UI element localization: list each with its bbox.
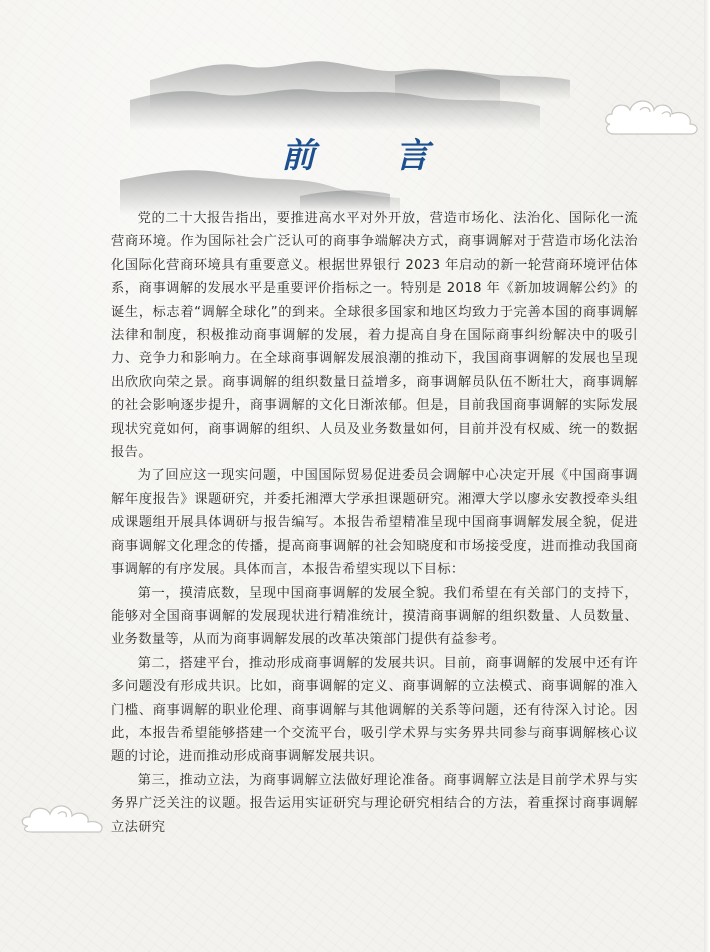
- page-title: 前 言: [281, 136, 463, 176]
- paragraph-3: 第一，摸清底数，呈现中国商事调解的发展全貌。我们希望在有关部门的支持下，能够对全国商事调解的发展现状进行精准统计，摸清商事调解的组织数量、人员数量、业务数量等，从而为商事调解发展的改革决策部门提供有益参考。: [111, 585, 638, 648]
- paragraph-1: 党的二十大报告指出，要推进高水平对外开放，营造市场化、法治化、国际化一流营商环境。作为国际社会广泛认可的商事争端解决方式，商事调解对于营造市场化法治化国际化营商环境具有重要意义。根据世界银行 2023 年启动的新一轮营商环境评估体系，商事调解的发展水平是重要评价指标之一。特别是 2018 年《新加坡调解公约》的诞生，标志着“调解全球化”的到来。全球很多国家和地区均致力于完善本国的商事调解法律和制度，积极推动商事调解的发展，着力提高自身在国际商事纠纷解决中的吸引力、竞争力和影响力。在全球商事调解发展浪潮的推动下，我国商事调解的发展也呈现出欣欣向荣之景。商事调解的组织数量日益增多，商事调解员队伍不断壮大，商事调解的社会影响逐步提升，商事调解的文化日渐浓郁。但是，目前我国商事调解的实际发展现状究竟如何，商事调解的组织、人员及业务数量如何，目前并没有权威、统一的数据报告。: [111, 211, 638, 461]
- paragraph-5: 第三，推动立法，为商事调解立法做好理论准备。商事调解立法是目前学术界与实务界广泛关注的议题。报告运用实证研究与理论研究相结合的方法，着重探讨商事调解立法研究: [111, 772, 638, 835]
- paragraph-4: 第二，搭建平台，推动形成商事调解的发展共识。目前，商事调解的发展中还有许多问题没有形成共识。比如，商事调解的定义、商事调解的立法模式、商事调解的准入门槛、商事调解的职业伦理、商事调解与其他调解的关系等问题，还有待深入讨论。因此，本报告希望能够搭建一个交流平台，吸引学术界与实务界共同参与商事调解核心议题的讨论，进而推动形成商事调解发展共识。: [111, 655, 638, 765]
- auspicious-cloud-icon-bottom: [14, 790, 124, 840]
- preface-body: [111, 207, 638, 839]
- paragraph-2: 为了回应这一现实问题，中国国际贸易促进委员会调解中心决定开展《中国商事调解年度报告》课题研究，并委托湘潭大学承担课题研究。湘潭大学以廖永安教授牵头组成课题组开展具体调研与报告编写。本报告希望精准呈现中国商事调解发展全貌，促进商事调解文化理念的传播，提高商事调解的社会知晓度和市场接受度，进而推动我国商事调解的有序发展。具体而言，本报告希望实现以下目标：: [111, 468, 638, 578]
